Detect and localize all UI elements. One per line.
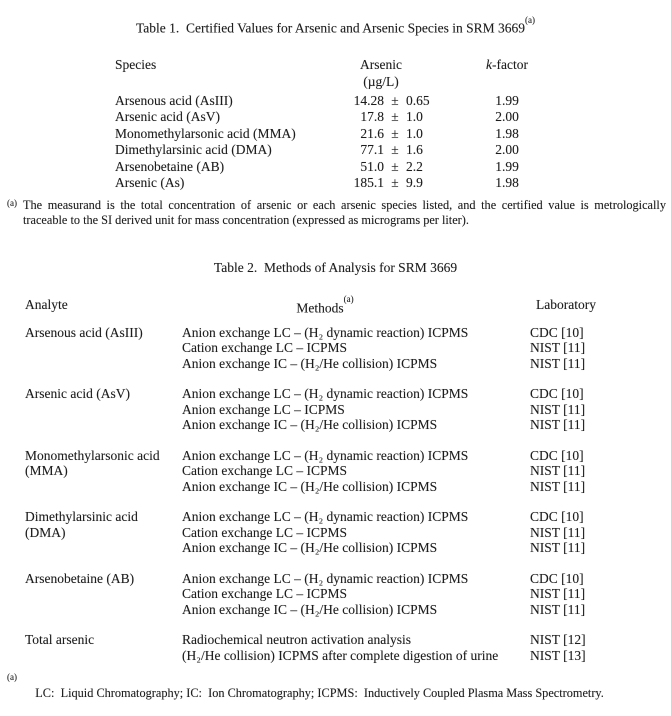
plus-minus: ±: [391, 175, 399, 190]
method-cell: Anion exchange LC – (H₂ dynamic reaction) ICPMS: [182, 324, 469, 340]
kfactor-cell: 1.99: [495, 158, 519, 174]
method-row: [182, 417, 671, 433]
value-cell: 21.6: [360, 125, 384, 141]
table-row: [115, 93, 671, 110]
laboratory-cell: NIST [11]: [530, 355, 586, 371]
method-cell: Anion exchange LC – (H₂ dynamic reaction) ICPMS: [182, 509, 469, 524]
kfactor-cell: 1.98: [495, 175, 519, 190]
kfactor-cell: 1.99: [495, 92, 519, 108]
table2-group-ab: [25, 571, 671, 618]
laboratory-cell: NIST [11]: [530, 601, 586, 617]
kfactor-rest: -factor: [492, 56, 528, 72]
footnote-text: The measurand is the total concentration of arsenic or each arsenic species listed, and the certified value is metrologically traceable to the SI derived unit for mass concentration (expressed as micrograms per liter).: [23, 197, 666, 227]
laboratory-cell: NIST [11]: [530, 340, 586, 355]
method-cell: Radiochemical neutron activation analysis: [182, 632, 412, 647]
table2-header: [25, 294, 671, 316]
method-row: [182, 525, 671, 541]
plus-minus: ±: [391, 142, 399, 157]
uncertainty-cell: 1.0: [406, 109, 423, 124]
laboratory-cell: CDC [10]: [530, 324, 584, 340]
methods-label: Methods: [296, 300, 344, 315]
plus-minus: ±: [391, 92, 399, 108]
method-cell: Cation exchange LC – ICPMS: [182, 463, 347, 478]
method-row: [182, 386, 671, 402]
table-row: [115, 126, 671, 143]
method-cell: (H₂/He collision) ICPMS after complete digestion of urine: [182, 647, 499, 663]
table2-title: [0, 259, 671, 276]
analyte-cell: Dimethylarsinic acid (DMA): [25, 509, 138, 540]
table1-col-kfactor: [454, 56, 560, 73]
table1-header: [0, 56, 671, 90]
table2-footnote: [7, 671, 671, 716]
plus-minus: ±: [391, 109, 399, 124]
method-cell: Anion exchange LC – (H₂ dynamic reaction) ICPMS: [182, 386, 469, 401]
footnote-text: LC: Liquid Chromatography; IC: Ion Chromatography; ICPMS: Inductively Coupled Plasma Mass Spectrometry.: [35, 686, 604, 700]
kfactor-cell: 1.98: [495, 125, 519, 141]
table1-body: [0, 93, 671, 192]
kfactor-cell: 2.00: [495, 142, 519, 157]
method-row: [182, 571, 671, 587]
table1-col-arsenic-unit: (µg/L): [363, 73, 399, 89]
laboratory-cell: CDC [10]: [530, 447, 584, 463]
laboratory-cell: NIST [11]: [530, 463, 586, 478]
method-cell: Anion exchange LC – (H₂ dynamic reaction) ICPMS: [182, 570, 469, 586]
table1-title-text: Table 1. Certified Values for Arsenic and Arsenic Species in SRM 3669: [135, 20, 526, 36]
laboratory-cell: CDC [10]: [530, 386, 584, 401]
laboratory-cell: NIST [11]: [530, 586, 586, 601]
method-row: [182, 356, 671, 372]
table2-group-dma: [25, 509, 671, 556]
table-row: [115, 109, 671, 126]
method-row: [182, 632, 671, 648]
value-cell: 51.0: [360, 158, 384, 174]
method-row: [182, 586, 671, 602]
method-row: [182, 402, 671, 418]
method-cell: Anion exchange IC – (H₂/He collision) ICPMS: [182, 540, 438, 555]
method-row: [182, 602, 671, 618]
table2-title-text: Table 2. Methods of Analysis for SRM 3669: [213, 259, 458, 275]
table-row: [115, 142, 671, 159]
table-row: [115, 175, 671, 192]
table1-col-arsenic: Arsenic: [360, 56, 402, 72]
table2-col-methods: [151, 294, 499, 316]
plus-minus: ±: [391, 158, 399, 174]
kfactor-cell: 2.00: [495, 109, 519, 124]
species-cell: Arsenic (As): [115, 175, 185, 190]
analyte-cell: Total arsenic: [25, 632, 95, 647]
method-row: [182, 540, 671, 556]
species-cell: Arsenic acid (AsV): [115, 109, 220, 124]
method-cell: Cation exchange LC – ICPMS: [182, 586, 347, 601]
method-row: [182, 463, 671, 479]
table2-group-asiii: [25, 325, 671, 372]
methods-footnote-marker: (a): [343, 294, 354, 304]
laboratory-cell: NIST [12]: [530, 632, 586, 647]
method-cell: Anion exchange IC – (H₂/He collision) ICPMS: [182, 478, 438, 494]
analyte-cell: Arsenobetaine (AB): [25, 570, 135, 586]
method-cell: Anion exchange LC – (H₂ dynamic reaction) ICPMS: [182, 447, 469, 463]
value-cell: 185.1: [353, 175, 384, 190]
method-cell: Anion exchange LC – ICPMS: [182, 401, 345, 417]
analyte-cell: Arsenous acid (AsIII): [25, 324, 143, 340]
method-cell: Anion exchange IC – (H₂/He collision) ICPMS: [182, 355, 438, 371]
analyte-cell: Arsenic acid (AsV): [25, 386, 130, 401]
method-row: [182, 509, 671, 525]
method-cell: Anion exchange IC – (H₂/He collision) ICPMS: [182, 601, 438, 617]
value-cell: 77.1: [360, 142, 384, 157]
method-cell: Anion exchange IC – (H₂/He collision) ICPMS: [182, 417, 438, 432]
laboratory-cell: NIST [11]: [530, 540, 586, 555]
species-cell: Arsenous acid (AsIII): [115, 92, 233, 108]
method-row: [182, 648, 671, 664]
method-row: [182, 340, 671, 356]
species-cell: Dimethylarsinic acid (DMA): [115, 142, 272, 157]
species-cell: Arsenobetaine (AB): [115, 158, 225, 174]
laboratory-cell: CDC [10]: [530, 570, 584, 586]
footnote-marker: (a): [7, 198, 17, 208]
table1-col-species: Species: [115, 56, 157, 72]
value-cell: 14.28: [353, 92, 384, 108]
uncertainty-cell: 0.65: [406, 92, 430, 108]
laboratory-cell: NIST [11]: [530, 524, 586, 540]
table2-group-mma: [25, 448, 671, 495]
uncertainty-cell: 2.2: [406, 158, 423, 174]
laboratory-cell: CDC [10]: [530, 509, 584, 524]
table1-title: [0, 0, 671, 37]
laboratory-cell: NIST [11]: [530, 417, 586, 432]
table2-col-analyte: Analyte: [25, 296, 68, 312]
kfactor-italic-k: k: [486, 56, 492, 72]
method-row: [182, 448, 671, 464]
value-cell: 17.8: [360, 109, 384, 124]
laboratory-cell: NIST [11]: [530, 478, 586, 494]
analyte-cell: Monomethylarsonic acid (MMA): [25, 447, 160, 478]
uncertainty-cell: 1.0: [406, 125, 423, 141]
uncertainty-cell: 1.6: [406, 142, 423, 157]
laboratory-cell: NIST [11]: [530, 401, 586, 417]
footnote-marker: (a): [7, 671, 17, 682]
table2-col-laboratory: Laboratory: [536, 296, 596, 312]
method-cell: Cation exchange LC – ICPMS: [182, 524, 347, 540]
method-row: [182, 479, 671, 495]
table1-title-footnote-marker: (a): [525, 14, 536, 25]
uncertainty-cell: 9.9: [406, 175, 423, 190]
table2-group-total-arsenic: [25, 632, 671, 663]
plus-minus: ±: [391, 125, 399, 141]
table-row: [115, 159, 671, 176]
table2-group-asv: [25, 386, 671, 433]
method-cell: Cation exchange LC – ICPMS: [182, 340, 347, 355]
table1-footnote: [7, 198, 666, 228]
method-row: [182, 325, 671, 341]
species-cell: Monomethylarsonic acid (MMA): [115, 125, 296, 141]
laboratory-cell: NIST [13]: [530, 647, 586, 663]
